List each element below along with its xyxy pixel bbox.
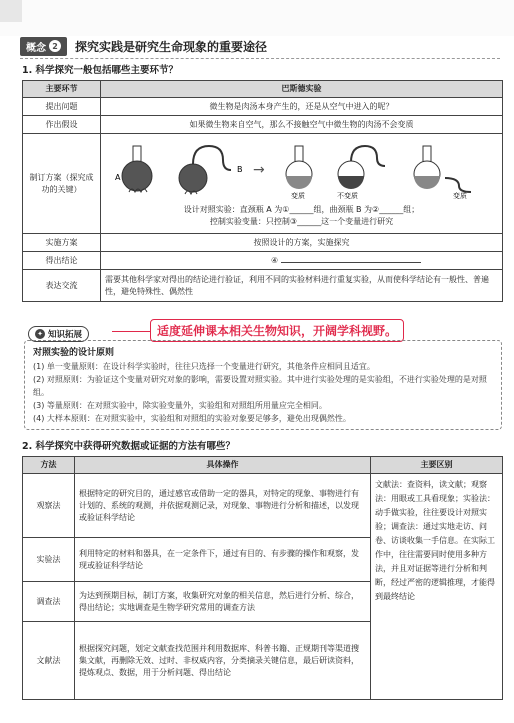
principle-item: (1) 单一变量原则：在设计科学实验时，往往只选择一个变量进行研究，其他条件应相同且适宜。: [33, 362, 375, 371]
result-flask-1: [286, 146, 312, 200]
top-margin: [0, 0, 514, 36]
table-row: [23, 234, 503, 252]
methods-table: [22, 456, 503, 700]
flask-a: [115, 146, 152, 192]
result-flask-3: [414, 146, 471, 200]
answer-line: [281, 262, 421, 263]
pasteur-flask-diagram: [105, 140, 499, 202]
difference-cell: 文献法：查资料，读文献；观察法：用眼或工具看现象；实验法：动手做实验，往往要设计对照实验；调查法：通过实地走访、问卷、访谈收集一手信息。在实际工作中，往往需要同时使用多种方法，并且对证据等进行分析和判断，经过严密的逻辑推理，才能得到最终结论: [371, 474, 503, 700]
question-1-title: 1. 科学探究一般包括哪些主要环节？: [22, 65, 179, 76]
bulb-icon: ✦: [35, 329, 45, 339]
control-design-text: 设计对照实验：直颈瓶 A 为①______组，曲颈瓶 B 为②______组；: [183, 204, 420, 214]
header-step: 主要环节: [23, 81, 101, 98]
method-cell: 文献法: [23, 622, 75, 700]
step-cell: 得出结论: [23, 252, 101, 270]
table-header-row: [23, 81, 503, 98]
extension-heading: 对照实验的设计原则: [33, 348, 115, 358]
content-cell: 微生物是肉汤本身产生的，还是从空气中进入的呢？: [101, 98, 503, 116]
content-cell: 按照设计的方案，实施探究: [101, 234, 503, 252]
page-corner: [0, 0, 22, 22]
method-cell: 观察法: [23, 474, 75, 538]
extension-badge-text: 知识拓展: [48, 330, 83, 340]
flask-b: [179, 146, 243, 194]
step-cell: 实施方案: [23, 234, 101, 252]
step-cell: 表达交流: [23, 270, 101, 302]
concept-title: 探究实践是研究生命现象的重要途径: [75, 39, 268, 54]
principle-item: (2) 对照原则：为验证这个变量对研究对象的影响，需要设置对照实验。其中进行实验处理的是实验组，不进行实验处理的是对照组。: [33, 375, 487, 397]
table-row: [23, 116, 503, 134]
table-row: [23, 252, 503, 270]
operation-cell: 根据特定的研究目的，通过感官或借助一定的器具，对特定的现象、事物进行有计划的、系统的观测，并依据观测记录，对现象、事物进行分析和描述，以发现或验证科学结论: [75, 474, 371, 538]
method-cell: 实验法: [23, 538, 75, 582]
table-header-row: [23, 457, 503, 474]
header-difference: 主要区别: [371, 457, 503, 474]
step-cell: 提出问题: [23, 98, 101, 116]
content-cell: [101, 252, 503, 270]
result-label-3: 变质: [453, 191, 467, 200]
header-divider: [20, 58, 500, 59]
result-flask-2: [337, 146, 385, 200]
header-method: 方法: [23, 457, 75, 474]
header-experiment: 巴斯德实验: [101, 81, 503, 98]
variable-control-text: 控制实验变量：只控制③______这一个变量进行研究: [209, 216, 394, 226]
question-2-title: 2. 科学探究中获得研究数据或证据的方法有哪些？: [22, 441, 236, 452]
principle-item: (4) 大样本原则：在对照实验中，实验组和对照组的实验对象要足够多，避免出现偶然性。: [33, 414, 351, 423]
blank-4: ④: [271, 255, 279, 265]
concept-number: 2: [49, 40, 61, 52]
result-label-1: 变质: [291, 191, 305, 200]
table-row: [23, 134, 503, 234]
step-cell: 作出假设: [23, 116, 101, 134]
table-row: [23, 474, 503, 538]
concept-tag-text: 概念: [26, 42, 46, 54]
concept-header: [20, 36, 267, 56]
arrow-icon: →: [253, 161, 265, 178]
operation-cell: 根据探究问题，划定文献查找范围并利用数据库、科普书籍、正规期刊等渠道搜集文献，再删除无效、过时、非权威内容，分类摘录关键信息，最后研读资料，提炼观点、数据，用于分析问题、得出结论: [75, 622, 371, 700]
concept-tag: [20, 37, 67, 56]
step-cell: 制订方案（探究成功的关键）: [23, 134, 101, 234]
extension-box: [24, 340, 502, 430]
header-operation: 具体操作: [75, 457, 371, 474]
operation-cell: 利用特定的材料和器具，在一定条件下，通过有目的、有步骤的操作和观察，发现或验证科学结论: [75, 538, 371, 582]
table-row: [23, 270, 503, 302]
flask-label-b: B: [237, 164, 243, 174]
operation-cell: 为达到预期目标，制订方案，收集研究对象的相关信息，然后进行分析、综合，得出结论；实地调查是生物学研究常用的调查方法: [75, 582, 371, 622]
content-cell: 如果微生物来自空气，那么不接触空气中微生物的肉汤不会变质: [101, 116, 503, 134]
inquiry-steps-table: [22, 80, 503, 302]
annotation-callout: 适度延伸课本相关生物知识，开阔学科视野。: [150, 319, 404, 342]
flask-label-a: A: [115, 172, 121, 182]
callout-connector: [112, 331, 150, 332]
content-cell: [101, 134, 503, 234]
table-row: [23, 98, 503, 116]
method-cell: 调查法: [23, 582, 75, 622]
principle-item: (3) 等量原则：在对照实验中，除实验变量外，实验组和对照组所用量应完全相同。: [33, 401, 327, 410]
result-label-2: 不变质: [337, 191, 358, 200]
content-cell: 需要其他科学家对得出的结论进行验证，利用不同的实验材料进行重复实验，从而使科学结论有一般性、普遍性，避免特殊性、偶然性: [101, 270, 503, 302]
